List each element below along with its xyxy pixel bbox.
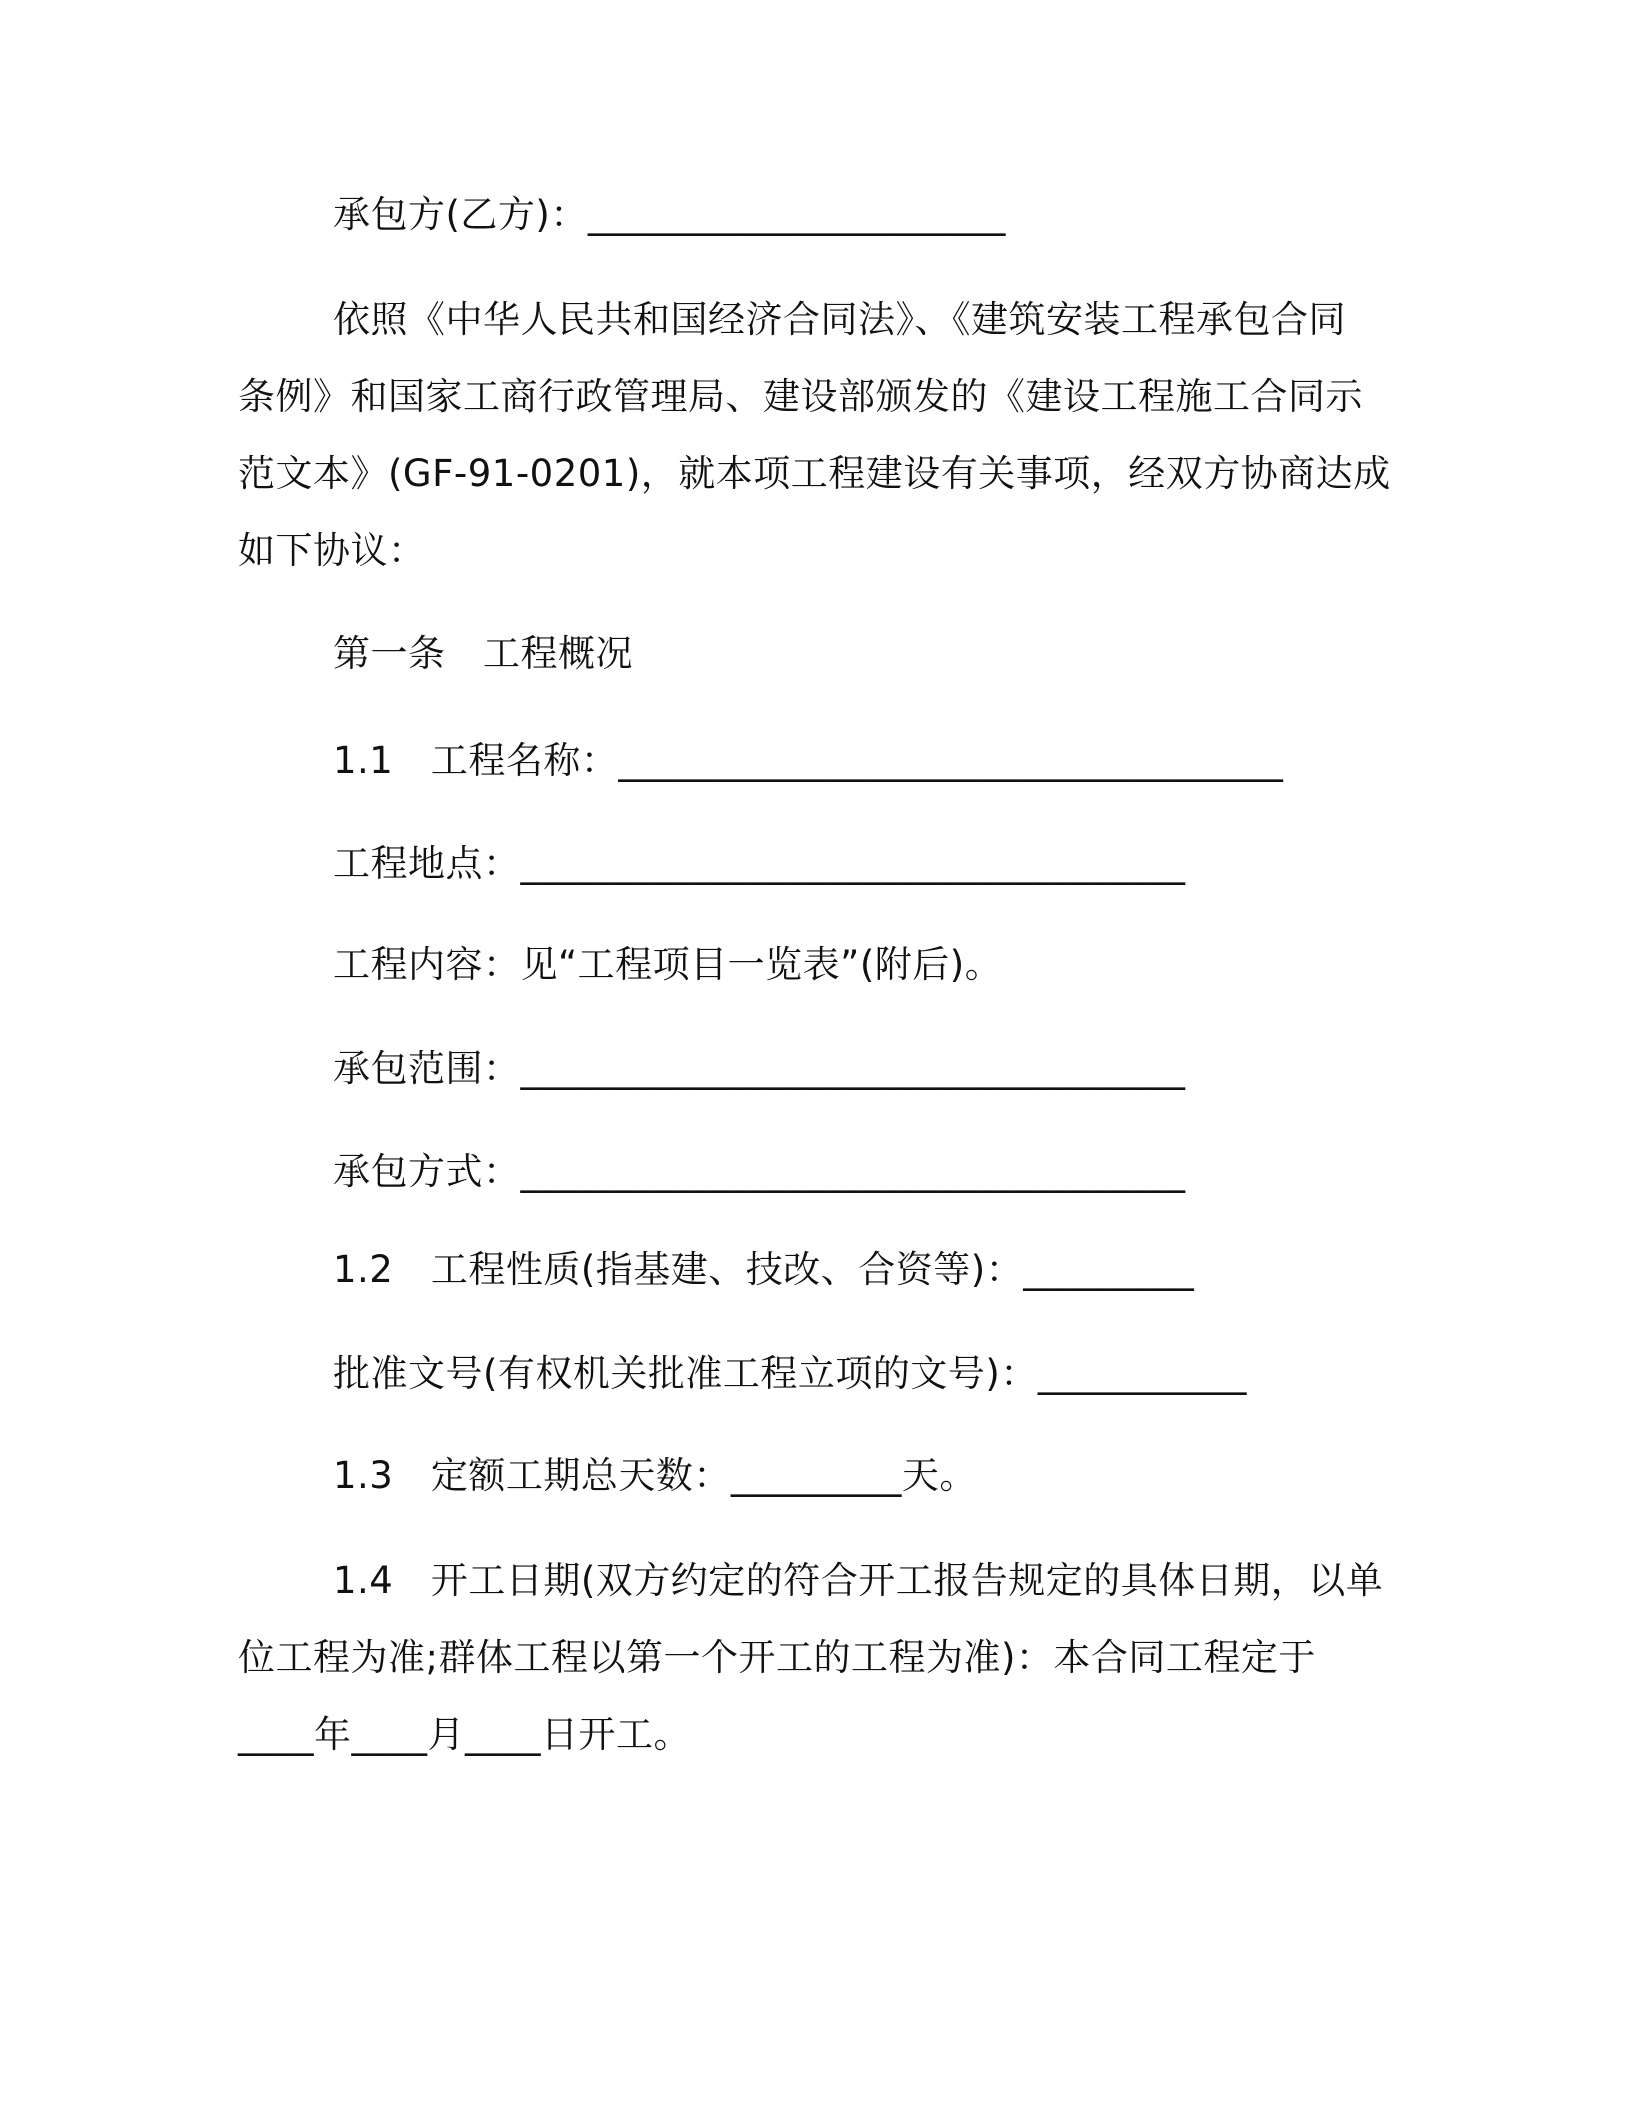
preamble-line-3: 范文本》(GF-91-0201)，就本项工程建设有关事项，经双方协商达成: [238, 452, 1391, 495]
contractor-party-line: 承包方(乙方)：______________________: [333, 193, 1006, 236]
article-1-title: 第一条 工程概况: [333, 632, 633, 675]
start-date-line-3: ____年____月____日开工。: [238, 1713, 691, 1756]
preamble-line-1: 依照《中华人民共和国经济合同法》、《建筑安装工程承包合同: [333, 298, 1346, 341]
start-date-line-1: 1.4 开工日期(双方约定的符合开工报告规定的具体日期，以单: [333, 1559, 1384, 1602]
project-name-line: 1.1 工程名称：___________________________________: [333, 739, 1284, 782]
approval-number-line: 批准文号(有权机关批准工程立项的文号)：___________: [333, 1352, 1247, 1395]
start-date-line-2: 位工程为准;群体工程以第一个开工的工程为准)：本合同工程定于: [238, 1636, 1316, 1679]
duration-line: 1.3 定额工期总天数：_________天。: [333, 1454, 977, 1497]
contract-scope-line: 承包范围：___________________________________: [333, 1047, 1186, 1090]
preamble-line-2: 条例》和国家工商行政管理局、建设部颁发的《建设工程施工合同示: [238, 375, 1363, 418]
contract-method-line: 承包方式：___________________________________: [333, 1150, 1186, 1193]
project-location-line: 工程地点：___________________________________: [333, 842, 1186, 885]
project-content-line: 工程内容：见“工程项目一览表”(附后)。: [333, 943, 1003, 986]
project-nature-line: 1.2 工程性质(指基建、技改、合资等)：_________: [333, 1248, 1195, 1291]
preamble-line-4: 如下协议：: [238, 529, 426, 572]
